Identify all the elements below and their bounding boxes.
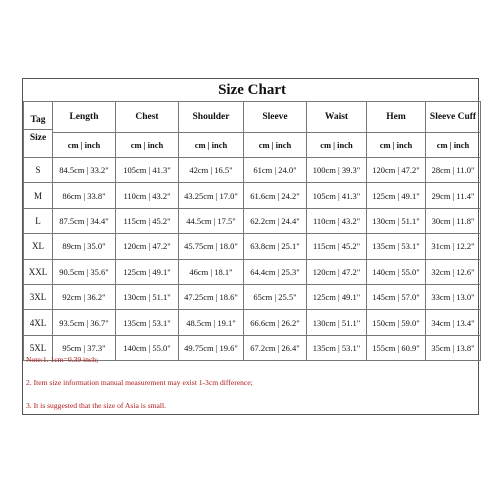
value-cell: 33cm | 13.0" xyxy=(426,284,481,309)
table-row xyxy=(24,183,481,208)
value-cell: 155cm | 60.9" xyxy=(367,335,426,360)
value-cell: 31cm | 12.2" xyxy=(426,234,481,259)
value-cell: 135cm | 53.1" xyxy=(116,310,179,335)
col-waist: Waist xyxy=(307,102,367,133)
value-cell: 125cm | 49.1" xyxy=(367,183,426,208)
table-row xyxy=(24,158,481,183)
value-cell: 63.8cm | 25.1" xyxy=(244,234,307,259)
value-cell: 61cm | 24.0" xyxy=(244,158,307,183)
value-cell: 28cm | 11.0" xyxy=(426,158,481,183)
note-2: 2. Item size information manual measurement may exist 1-3cm difference; xyxy=(26,378,253,387)
value-cell: 44.5cm | 17.5" xyxy=(179,208,244,233)
size-cell: S xyxy=(24,158,53,183)
col-hem: Hem xyxy=(367,102,426,133)
value-cell: 32cm | 12.6" xyxy=(426,259,481,284)
value-cell: 115cm | 45.2" xyxy=(307,234,367,259)
table-row xyxy=(24,234,481,259)
value-cell: 145cm | 57.0" xyxy=(367,284,426,309)
value-cell: 45.75cm | 18.0" xyxy=(179,234,244,259)
size-cell: 4XL xyxy=(24,310,53,335)
value-cell: 125cm | 49.1" xyxy=(116,259,179,284)
unit-cell: cm | inch xyxy=(179,133,244,158)
size-cell: XXL xyxy=(24,259,53,284)
unit-cell: cm | inch xyxy=(244,133,307,158)
value-cell: 90.5cm | 35.6" xyxy=(53,259,116,284)
tag-label: Tag xyxy=(24,112,52,130)
units-row xyxy=(24,133,481,158)
note-1: Note:1. 1cm=0.39 inch; xyxy=(26,355,99,364)
size-cell: M xyxy=(24,183,53,208)
value-cell: 130cm | 51.1" xyxy=(367,208,426,233)
size-cell: L xyxy=(24,208,53,233)
value-cell: 89cm | 35.0" xyxy=(53,234,116,259)
value-cell: 64.4cm | 25.3" xyxy=(244,259,307,284)
value-cell: 65cm | 25.5" xyxy=(244,284,307,309)
value-cell: 46cm | 18.1" xyxy=(179,259,244,284)
table-row xyxy=(24,310,481,335)
value-cell: 43.25cm | 17.0" xyxy=(179,183,244,208)
size-chart xyxy=(22,78,479,415)
value-cell: 47.25cm | 18.6" xyxy=(179,284,244,309)
value-cell: 66.6cm | 26.2" xyxy=(244,310,307,335)
note-3: 3. It is suggested that the size of Asia is small. xyxy=(26,401,167,410)
col-shoulder: Shoulder xyxy=(179,102,244,133)
value-cell: 34cm | 13.4" xyxy=(426,310,481,335)
table-row xyxy=(24,284,481,309)
value-cell: 62.2cm | 24.4" xyxy=(244,208,307,233)
tag-size-header xyxy=(24,102,53,158)
value-cell: 130cm | 51.1" xyxy=(116,284,179,309)
table-row xyxy=(24,259,481,284)
value-cell: 125cm | 49.1" xyxy=(307,284,367,309)
value-cell: 105cm | 41.3" xyxy=(116,158,179,183)
value-cell: 42cm | 16.5" xyxy=(179,158,244,183)
col-sleeve: Sleeve xyxy=(244,102,307,133)
unit-cell: cm | inch xyxy=(116,133,179,158)
table-row xyxy=(24,208,481,233)
value-cell: 110cm | 43.2" xyxy=(116,183,179,208)
unit-cell: cm | inch xyxy=(426,133,481,158)
chart-title: Size Chart xyxy=(24,79,481,102)
size-cell: XL xyxy=(24,234,53,259)
value-cell: 86cm | 33.8" xyxy=(53,183,116,208)
col-length: Length xyxy=(53,102,116,133)
value-cell: 120cm | 47.2" xyxy=(116,234,179,259)
value-cell: 120cm | 47.2" xyxy=(307,259,367,284)
value-cell: 115cm | 45.2" xyxy=(116,208,179,233)
unit-cell: cm | inch xyxy=(53,133,116,158)
value-cell: 30cm | 11.8" xyxy=(426,208,481,233)
header-row xyxy=(24,102,481,133)
value-cell: 150cm | 59.0" xyxy=(367,310,426,335)
value-cell: 120cm | 47.2" xyxy=(367,158,426,183)
value-cell: 100cm | 39.3" xyxy=(307,158,367,183)
value-cell: 92cm | 36.2" xyxy=(53,284,116,309)
size-cell: 5XL xyxy=(24,335,53,360)
value-cell: 130cm | 51.1" xyxy=(307,310,367,335)
value-cell: 105cm | 41.3" xyxy=(307,183,367,208)
size-cell: 3XL xyxy=(24,284,53,309)
value-cell: 67.2cm | 26.4" xyxy=(244,335,307,360)
value-cell: 87.5cm | 34.4" xyxy=(53,208,116,233)
unit-cell: cm | inch xyxy=(367,133,426,158)
value-cell: 49.75cm | 19.6" xyxy=(179,335,244,360)
col-sleeve-cuff: Sleeve Cuff xyxy=(426,102,481,133)
value-cell: 135cm | 53.1" xyxy=(367,234,426,259)
col-chest: Chest xyxy=(116,102,179,133)
size-label: Size xyxy=(29,133,47,143)
value-cell: 84.5cm | 33.2" xyxy=(53,158,116,183)
value-cell: 135cm | 53.1" xyxy=(307,335,367,360)
value-cell: 61.6cm | 24.2" xyxy=(244,183,307,208)
value-cell: 110cm | 43.2" xyxy=(307,208,367,233)
unit-cell: cm | inch xyxy=(307,133,367,158)
value-cell: 140cm | 55.0" xyxy=(116,335,179,360)
notes-area xyxy=(23,345,478,414)
value-cell: 48.5cm | 19.1" xyxy=(179,310,244,335)
size-table xyxy=(23,79,481,361)
value-cell: 29cm | 11.4" xyxy=(426,183,481,208)
value-cell: 95cm | 37.3" xyxy=(53,335,116,360)
value-cell: 93.5cm | 36.7" xyxy=(53,310,116,335)
value-cell: 35cm | 13.8" xyxy=(426,335,481,360)
value-cell: 140cm | 55.0" xyxy=(367,259,426,284)
